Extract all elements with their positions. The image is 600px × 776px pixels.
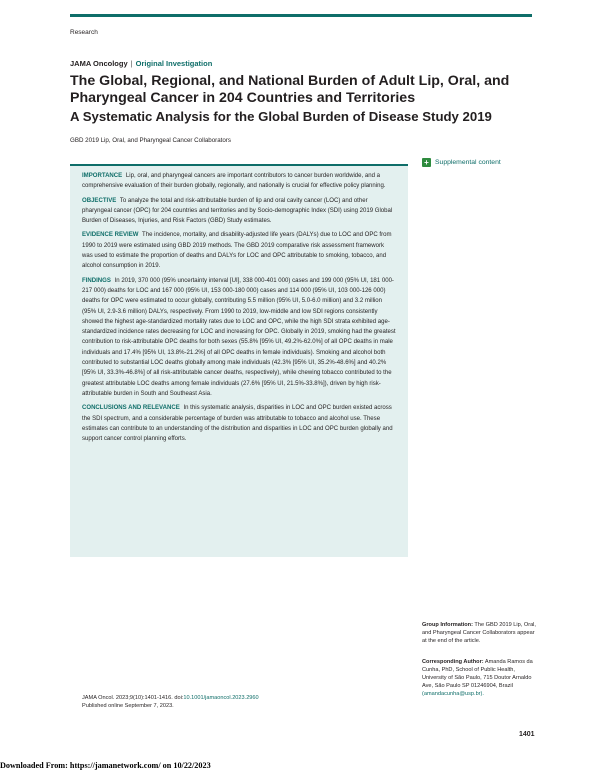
abstract-importance <box>82 171 396 192</box>
section-label: Research <box>70 29 98 36</box>
corresponding-author-label: Corresponding Author: <box>422 659 484 665</box>
abstract-conclusions <box>82 403 396 444</box>
abstract-evidence-review <box>82 230 396 271</box>
corresponding-author <box>422 658 540 698</box>
supplemental-content-label: Supplemental content <box>435 159 501 166</box>
published-date: Published online September 7, 2023. <box>82 703 174 709</box>
article-title: The Global, Regional, and National Burden of Adult Lip, Oral, and Pharyngeal Cancer in 204 Countries and Territories <box>70 73 510 106</box>
abstract-text: The incidence, mortality, and disability-adjusted life years (DALYs) due to LOC and OPC from 1990 to 2019 were estimated using GBD 2019 methods. The GBD 2019 comparative risk assessment framework was used to estimate the proportion of deaths and DALYs for LOC and OPC attributable to smoking, tobacco, and alcohol consumption in 2019. <box>82 232 392 270</box>
journal-separator: | <box>130 59 133 68</box>
abstract-text: Lip, oral, and pharyngeal cancers are important contributors to cancer burden worldwide, and a comprehensive evaluation of their burden globally, regionally, and nationally is crucial for effective policy planning. <box>82 173 386 190</box>
abstract-heading: IMPORTANCE <box>82 173 123 179</box>
plus-icon: + <box>422 158 431 167</box>
supplemental-content-link[interactable] <box>422 158 501 167</box>
article-subtitle: A Systematic Analysis for the Global Burden of Disease Study 2019 <box>70 109 492 124</box>
citation-doi-link[interactable]: 10.1001/jamaoncol.2023.2960 <box>183 695 259 701</box>
group-information <box>422 621 540 645</box>
page-number: 1401 <box>519 731 535 738</box>
abstract-heading: FINDINGS <box>82 277 111 284</box>
abstract-findings <box>82 276 396 400</box>
abstract-objective <box>82 196 396 227</box>
abstract-text: To analyze the total and risk-attributable burden of lip and oral cavity cancer (LOC) and other pharyngeal cancer (OPC) for 204 countries and territories and by Socio-demographic Index (SDI) using 2019 Global Burden of Diseases, Injuries, and Risk Factors (GBD) Study estimates. <box>82 197 393 225</box>
journal-name: JAMA Oncology <box>70 59 128 68</box>
group-information-label: Group Information: <box>422 622 473 628</box>
top-rule <box>70 14 532 17</box>
abstract-text: In this systematic analysis, disparities in LOC and OPC burden existed across the SDI spectrum, and a considerable percentage of burden was attributable to tobacco and alcohol use. These estimates can contribute to an understanding of the distribution and disparities in LOC and OPC burden globally and support cancer control planning efforts. <box>82 405 393 443</box>
abstract-box <box>70 164 408 557</box>
group-information-text: The GBD 2019 Lip, Oral, and Pharyngeal Cancer Collaborators appear at the end of the article. <box>422 622 536 644</box>
abstract-heading: CONCLUSIONS AND RELEVANCE <box>82 405 180 412</box>
download-footer: Downloaded From: https://jamanetwork.com/ on 10/22/2023 <box>0 761 211 770</box>
citation-prefix: JAMA Oncol. 2023;9(10):1401-1416. doi: <box>82 695 184 701</box>
abstract-text: In 2019, 370 000 (95% uncertainty interval [UI], 338 000-401 000) cases and 199 000 (95% UI, 181 000-217 000) deaths for LOC and 167 000 (95% UI, 153 000-180 000) cases and 114 000 (95% UI, 103 000-126 000) deaths for OPC were estimated to occur globally, contributing 5.5 million (95% UI, 5.0-6.0 million) and 3.2 million (95% UI, 2.9-3.6 million) DALYs, respectively. From 1990 to 2019, low-middle and low SDI regions consistently showed the highest age-standardized mortality rates due to LOC and OPC, while the high SDI strata exhibited age-standardized incidence rates decreasing for LOC and increasing for OPC. Globally in 2019, smoking had the greatest contribution to risk-attributable OPC deaths for both sexes (55.8% [95% UI, 49.2%-62.0%] of all OPC deaths in male individuals and 17.4% [95% UI, 13.8%-21.2%] of all OPC deaths in female individuals). Smoking and alcohol both contributed to substantial LOC deaths globally among male individuals (42.3% [95% UI, 35.2%-48.6%] and 40.2% [95% UI, 33.3%-46.8%] of all risk-attributable cancer deaths, respectively), while chewing tobacco contributed to the greatest attributable LOC deaths among female individuals (27.6% [95% UI, 21.5%-33.8%]), driven by high risk-attributable burden in South and Southeast Asia. <box>82 277 396 397</box>
citation <box>82 694 392 710</box>
corresponding-author-text: Amanda Ramos da Cunha, PhD, School of Public Health, University of São Paulo, 715 Doutor Arnaldo Ave, São Paulo SP 01246904, Brazil <box>422 659 533 689</box>
journal-line <box>70 59 212 68</box>
abstract-heading: EVIDENCE REVIEW <box>82 232 139 239</box>
corresponding-author-email[interactable]: (amandacunha@usp.br). <box>422 691 484 697</box>
abstract-heading: OBJECTIVE <box>82 197 117 204</box>
author-group: GBD 2019 Lip, Oral, and Pharyngeal Cancer Collaborators <box>70 137 231 144</box>
article-type: Original Investigation <box>135 59 213 68</box>
